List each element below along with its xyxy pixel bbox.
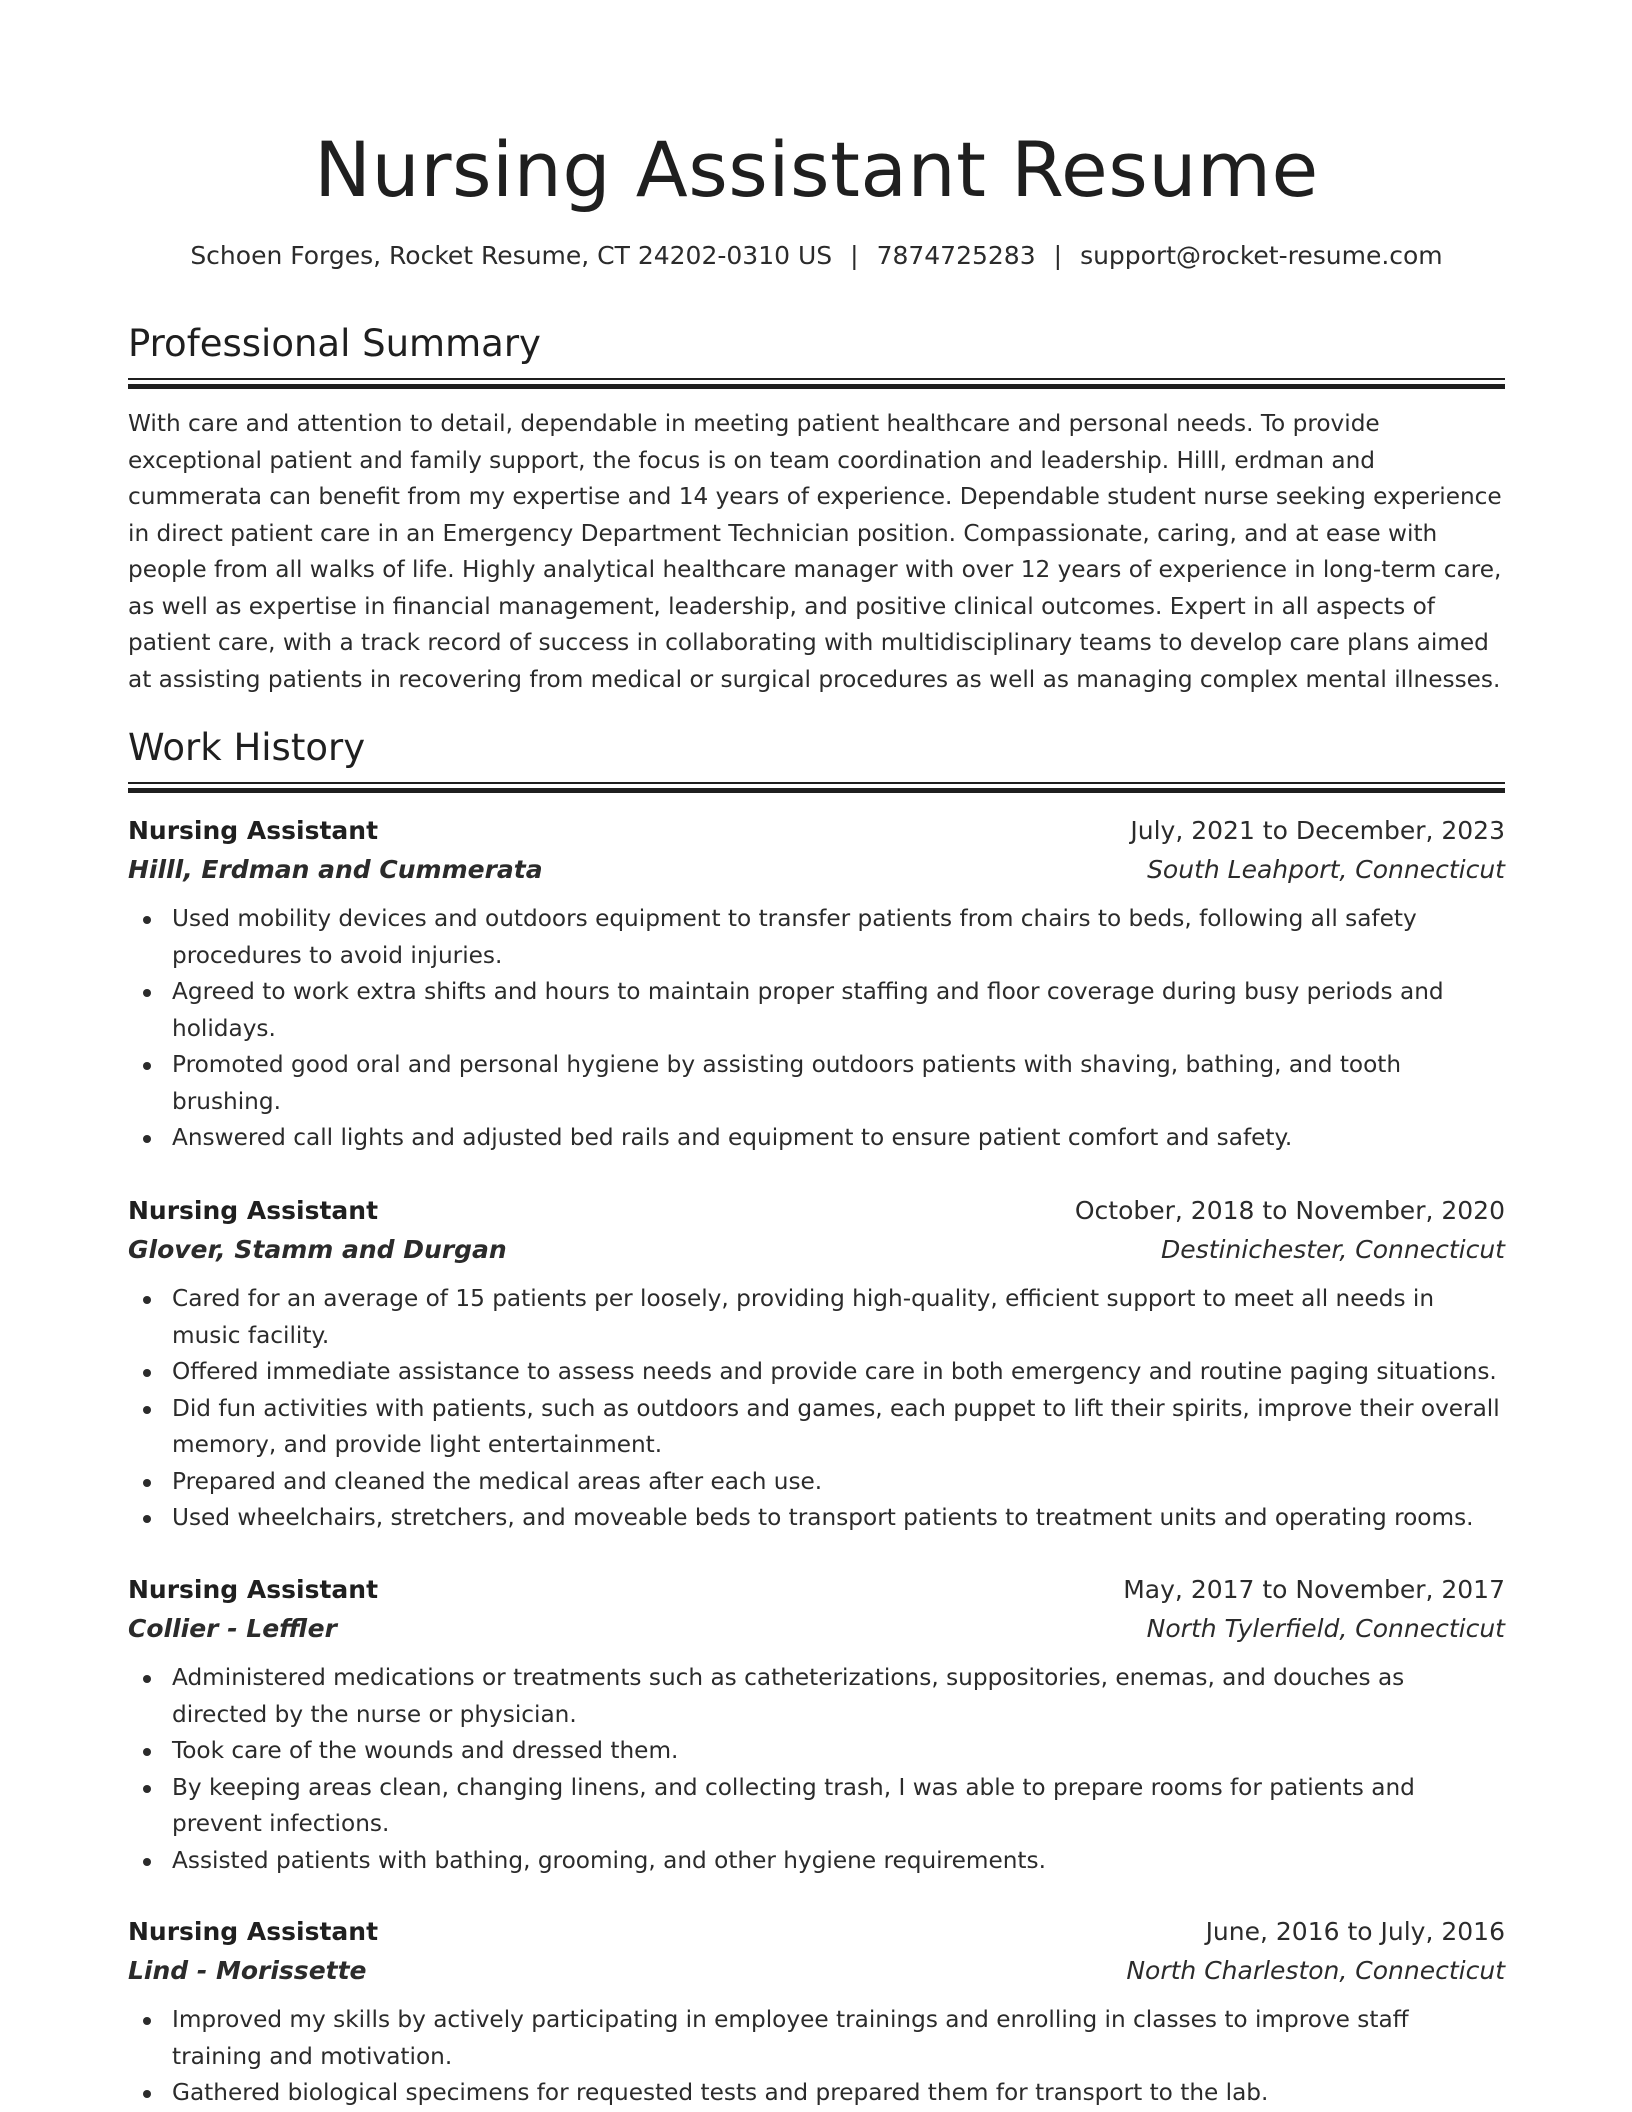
job-bullet bbox=[172, 2002, 1505, 2075]
bullet-icon bbox=[143, 2017, 151, 2025]
job-bullet bbox=[172, 901, 1505, 974]
job-title: Nursing Assistant bbox=[128, 816, 379, 845]
job-title: Nursing Assistant bbox=[128, 1917, 379, 1946]
divider-thick-line bbox=[128, 788, 1505, 793]
job-bullet bbox=[172, 1120, 1505, 1157]
job-bullet bbox=[172, 1047, 1505, 1120]
job-bullet bbox=[172, 1500, 1505, 1537]
job-bullet-text: Prepared and cleaned the medical areas after each use. bbox=[172, 1467, 823, 1495]
job-title: Nursing Assistant bbox=[128, 1575, 379, 1604]
job-bullets bbox=[128, 2002, 1505, 2112]
job-location: Destinichester, Connecticut bbox=[1161, 1235, 1505, 1264]
contact-line bbox=[128, 238, 1505, 274]
contact-separator: | bbox=[850, 241, 859, 270]
job-entry bbox=[128, 1570, 1505, 1879]
job-bullet-text: Agreed to work extra shifts and hours to maintain proper staffing and floor coverage during busy periods and holidays. bbox=[172, 978, 1444, 1042]
job-title: Nursing Assistant bbox=[128, 1196, 379, 1225]
bullet-icon bbox=[143, 1785, 151, 1793]
bullet-icon bbox=[143, 989, 151, 997]
job-header-row bbox=[128, 811, 1505, 850]
job-bullet bbox=[172, 1660, 1505, 1733]
job-company-row bbox=[128, 1230, 1505, 1269]
divider-thin-line bbox=[128, 378, 1505, 380]
job-dates: July, 2021 to December, 2023 bbox=[1130, 816, 1505, 845]
job-company: Collier - Leffler bbox=[128, 1614, 337, 1643]
resume-title: Nursing Assistant Resume bbox=[314, 125, 1319, 214]
job-dates: October, 2018 to November, 2020 bbox=[1074, 1196, 1505, 1225]
bullet-icon bbox=[143, 1406, 151, 1414]
job-bullet bbox=[172, 1354, 1505, 1391]
bullet-icon bbox=[143, 1369, 151, 1377]
summary-divider bbox=[128, 378, 1505, 388]
summary-heading: Professional Summary bbox=[128, 322, 541, 365]
job-dates: June, 2016 to July, 2016 bbox=[1205, 1917, 1505, 1946]
job-bullet-text: Used wheelchairs, stretchers, and moveable beds to transport patients to treatment units and operating rooms. bbox=[172, 1504, 1474, 1531]
job-location: North Tylerfield, Connecticut bbox=[1146, 1614, 1505, 1643]
job-bullet bbox=[172, 1843, 1505, 1880]
job-bullets bbox=[128, 1281, 1505, 1537]
job-bullet-text: Answered call lights and adjusted bed rails and equipment to ensure patient comfort and safety. bbox=[172, 1124, 1293, 1151]
contact-address: Schoen Forges, Rocket Resume, CT 24202-0310 US bbox=[190, 241, 833, 270]
job-bullet bbox=[172, 2075, 1505, 2112]
job-location: South Leahport, Connecticut bbox=[1147, 855, 1505, 884]
summary-text: With care and attention to detail, dependable in meeting patient healthcare and personal needs. To provide exceptional patient and family support, the focus is on team coordination and leadership. Hilll, erdman and cummerata can benefit from my expertise and 14 years of experience. Dependable student nurse seeking experience in direct patient care in an Emergency Department Technician position. Compassionate, caring, and at ease with people from all walks of life. Highly analytical healthcare manager with over 12 years of experience in long-term care, as well as expertise in financial management, leadership, and positive clinical outcomes. Expert in all aspects of patient care, with a track record of success in collaborating with multidisciplinary teams to develop care plans aimed at assisting patients in recovering from medical or surgical procedures as well as managing complex mental illnesses. bbox=[128, 410, 1502, 693]
job-entry bbox=[128, 1912, 1505, 2112]
job-bullet-text: Did fun activities with patients, such as outdoors and games, each puppet to lift their spirits, improve their overall memory, and provide light entertainment. bbox=[172, 1394, 1500, 1458]
job-company-row bbox=[128, 850, 1505, 889]
job-dates: May, 2017 to November, 2017 bbox=[1123, 1575, 1505, 1604]
bullet-icon bbox=[143, 1515, 151, 1523]
divider-thick-line bbox=[128, 384, 1505, 389]
job-entry bbox=[128, 1191, 1505, 1537]
work-history-heading: Work History bbox=[128, 726, 366, 769]
job-bullet-text: Offered immediate assistance to assess needs and provide care in both emergency and routine paging situations. bbox=[172, 1358, 1497, 1385]
bullet-icon bbox=[143, 1062, 151, 1070]
job-bullet-text: Assisted patients with bathing, grooming, and other hygiene requirements. bbox=[172, 1846, 1046, 1874]
job-bullet-text: Used mobility devices and outdoors equipment to transfer patients from chairs to beds, following all safety procedures to avoid injuries. bbox=[172, 905, 1417, 969]
job-bullet-text: Cared for an average of 15 patients per loosely, providing high-quality, efficient support to meet all needs in music facility. bbox=[172, 1285, 1435, 1349]
job-bullet bbox=[172, 1281, 1505, 1354]
job-entry bbox=[128, 811, 1505, 1157]
job-header-row bbox=[128, 1912, 1505, 1951]
contact-separator: | bbox=[1053, 241, 1063, 270]
job-location: North Charleston, Connecticut bbox=[1126, 1956, 1505, 1985]
job-bullet bbox=[172, 1464, 1505, 1501]
bullet-icon bbox=[143, 1135, 151, 1143]
contact-email: support@rocket-resume.com bbox=[1080, 241, 1443, 270]
job-header-row bbox=[128, 1191, 1505, 1230]
job-bullet-text: Gathered biological specimens for requested tests and prepared them for transport to the lab. bbox=[172, 2079, 1269, 2106]
job-bullet bbox=[172, 1391, 1505, 1464]
bullet-icon bbox=[143, 1479, 151, 1487]
job-company-row bbox=[128, 1609, 1505, 1648]
bullet-icon bbox=[143, 1675, 151, 1683]
job-company: Glover, Stamm and Durgan bbox=[128, 1235, 507, 1264]
job-header-row bbox=[128, 1570, 1505, 1609]
job-bullet-text: Administered medications or treatments such as catheterizations, suppositories, enemas, and douches as directed by the nurse or physician. bbox=[172, 1664, 1405, 1728]
job-bullets bbox=[128, 901, 1505, 1157]
bullet-icon bbox=[143, 1858, 151, 1866]
contact-phone: 7874725283 bbox=[876, 241, 1036, 270]
job-company: Lind - Morissette bbox=[128, 1956, 367, 1985]
bullet-icon bbox=[143, 1748, 151, 1756]
bullet-icon bbox=[143, 1296, 151, 1304]
divider-thin-line bbox=[128, 782, 1505, 784]
job-bullet bbox=[172, 1770, 1505, 1843]
job-bullets bbox=[128, 1660, 1505, 1879]
bullet-icon bbox=[143, 916, 151, 924]
bullet-icon bbox=[143, 2090, 151, 2098]
job-bullet bbox=[172, 1733, 1505, 1770]
job-bullet bbox=[172, 974, 1505, 1047]
work-history-divider bbox=[128, 782, 1505, 792]
job-company-row bbox=[128, 1951, 1505, 1990]
job-bullet-text: By keeping areas clean, changing linens, and collecting trash, I was able to prepare rooms for patients and prevent infections. bbox=[172, 1773, 1415, 1837]
job-bullet-text: Promoted good oral and personal hygiene by assisting outdoors patients with shaving, bathing, and tooth brushing. bbox=[172, 1051, 1402, 1115]
job-bullet-text: Took care of the wounds and dressed them. bbox=[172, 1737, 679, 1764]
job-company: Hilll, Erdman and Cummerata bbox=[128, 855, 543, 884]
job-bullet-text: Improved my skills by actively participating in employee trainings and enrolling in classes to improve staff training and motivation. bbox=[172, 2006, 1409, 2070]
